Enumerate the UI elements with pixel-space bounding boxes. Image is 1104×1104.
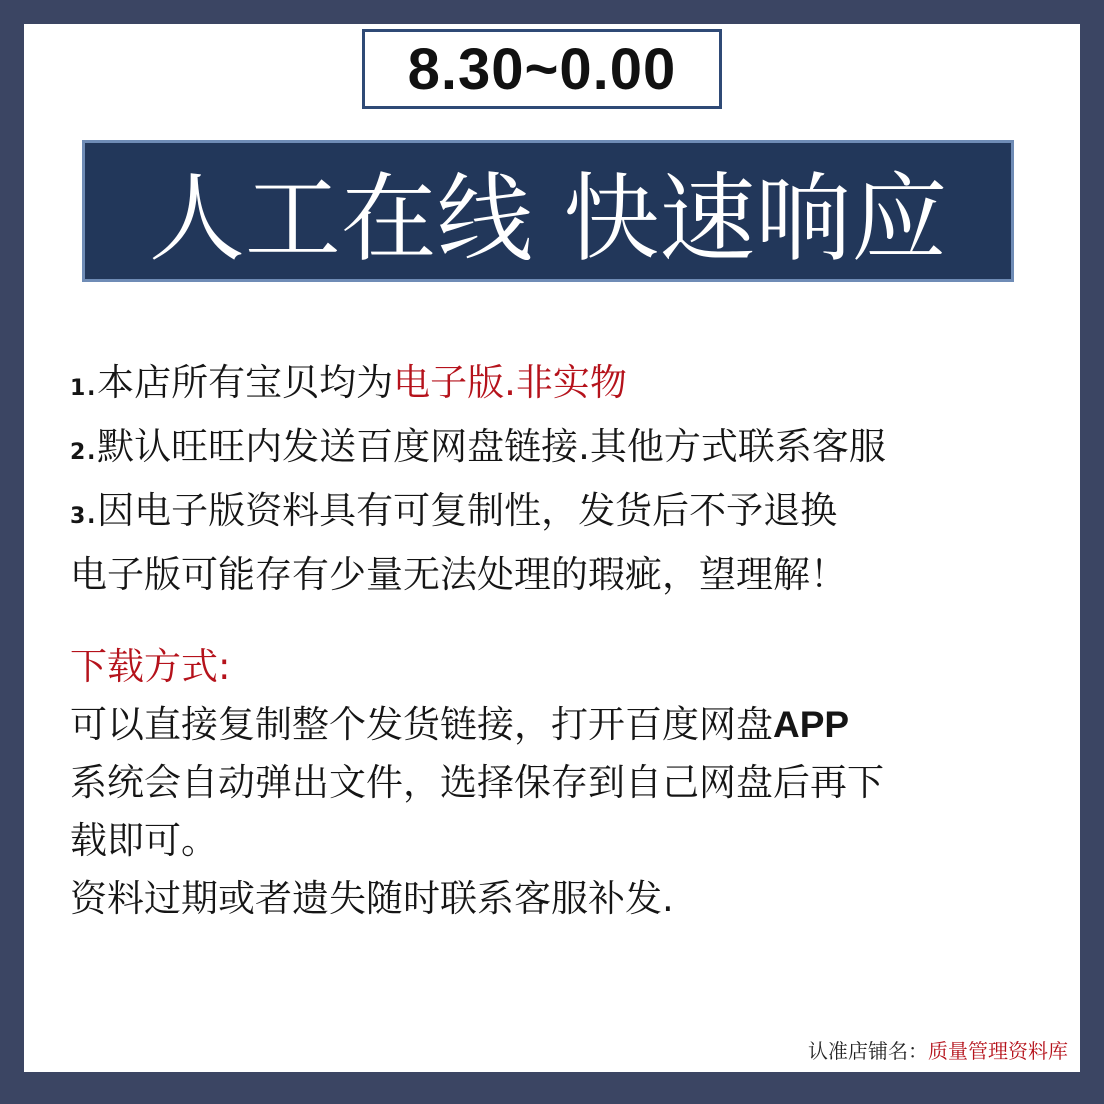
service-banner [82,140,1014,282]
note-text-2: .默认旺旺内发送百度网盘链接.其他方式联系客服 [85,425,886,468]
note-highlight-1: 电子版.非实物 [393,361,627,404]
note-line-4 [70,546,1070,604]
note-number-2: 2 [70,440,86,465]
note-text-1: .本店所有宝贝均为 [85,361,394,404]
notes-section [70,354,1070,604]
service-hours-box [362,29,722,109]
footer-label: 认准店铺名： [808,1039,928,1063]
note-text-4: 电子版可能存有少量无法处理的瑕疵，望理解！ [70,553,847,596]
service-hours-text: 8.30~0.00 [407,36,677,102]
note-line-2 [70,418,1070,482]
note-text-3: .因电子版资料具有可复制性，发货后不予退换 [85,489,838,532]
notice-panel [24,24,1080,1072]
download-heading: 下载方式: [70,645,231,688]
download-line-3: 载即可。 [70,819,218,862]
download-line-2: 系统会自动弹出文件，选择保存到自己网盘后再下 [70,761,884,804]
download-text-1: 可以直接复制整个发货链接，打开百度网盘 [70,703,773,746]
note-number-1: 1 [70,376,86,401]
download-line-1 [70,696,1070,754]
note-line-1 [70,354,1070,418]
download-line-4: 资料过期或者遗失随时联系客服补发. [70,877,674,920]
banner-text: 人工在线 快速响应 [148,162,948,275]
note-number-3: 3 [70,504,86,529]
download-app-label: APP [773,704,850,745]
download-section [70,638,1070,928]
shop-name-footer [808,1035,1068,1064]
footer-shop-name: 质量管理资料库 [928,1039,1068,1063]
note-line-3 [70,482,1070,546]
